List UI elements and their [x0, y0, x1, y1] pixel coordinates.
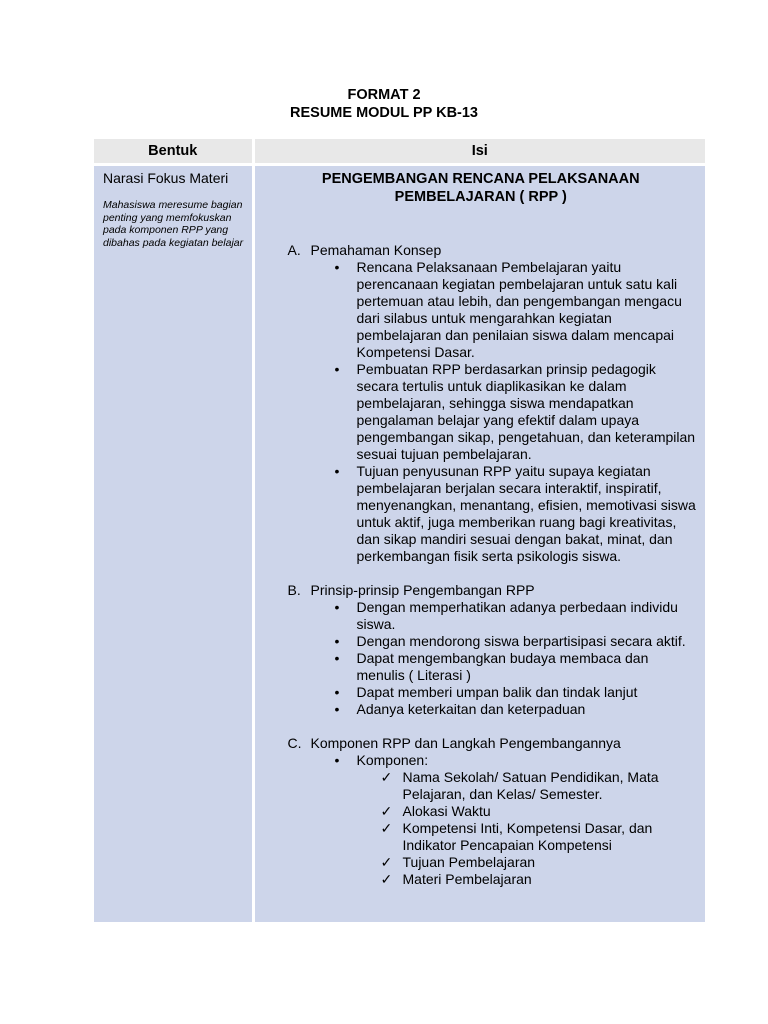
checklist-text: Nama Sekolah/ Satuan Pendidikan, Mata Pelajaran, dan Kelas/ Semester.: [402, 769, 659, 802]
list-item: • Dengan mendorong siswa berpartisipasi secara aktif.: [334, 633, 698, 650]
list-item: • Dapat mengembangkan budaya membaca dan menulis ( Literasi ): [334, 650, 698, 684]
checkmark-icon: ✓: [380, 854, 393, 870]
list-item: • Tujuan penyusunan RPP yaitu supaya kegiatan pembelajaran berjalan secara interaktif, inspiratif, menyenangkan, menantang, efisien, memotivasi siswa untuk aktif, juga memberikan ruang bagi kreativitas, dan sikap mandiri sesuai dengan bakat, minat, dan perkembangan fisik serta psikologis siswa.: [334, 463, 698, 565]
bentuk-instruction: Mahasiswa meresume bagian penting yang memfokuskan pada komponen RPP yang dibahas pada kegiatan belajar: [103, 199, 244, 249]
list-item: • Dengan memperhatikan adanya perbedaan individu siswa.: [334, 599, 698, 633]
checklist-text: Materi Pembelajaran: [402, 871, 532, 887]
checkmark-icon: ✓: [380, 769, 393, 785]
checklist-text: Kompetensi Inti, Kompetensi Dasar, dan Indikator Pencapaian Kompetensi: [402, 820, 653, 853]
table-header-row: [94, 139, 705, 165]
checklist-text: Alokasi Waktu: [402, 803, 491, 819]
checklist-item: [381, 854, 698, 871]
table-row: [94, 165, 705, 923]
isi-cell: [253, 165, 705, 923]
bentuk-cell: [94, 165, 253, 923]
section-letter: A.: [287, 242, 301, 258]
content-heading: PENGEMBANGAN RENCANA PELAKSANAAN PEMBELAJARAN ( RPP ): [321, 171, 640, 205]
resume-table: [94, 139, 705, 922]
section-b: [265, 582, 698, 718]
list-item: • Dapat memberi umpan balik dan tindak lanjut: [334, 684, 698, 701]
section-a: [265, 242, 698, 565]
bentuk-title: Narasi Fokus Materi: [103, 170, 229, 186]
list-item: • Pembuatan RPP berdasarkan prinsip pedagogik secara tertulis untuk diaplikasikan ke dalam pembelajaran, sehingga siswa mendapatkan pengalaman belajar yang efektif dalam upaya pengembangan sikap, pengetahuan, dan keterampilan sesuai tujuan pembelajaran.: [334, 361, 698, 463]
komponen-checklist: [357, 769, 698, 888]
checklist-item: [381, 820, 698, 854]
section-letter: C.: [287, 735, 302, 751]
checkmark-icon: ✓: [380, 820, 393, 836]
list-item: [334, 752, 698, 888]
format-label: FORMAT 2: [347, 87, 421, 103]
document-title: [0, 86, 768, 122]
section-title: Prinsip-prinsip Pengembangan RPP: [310, 582, 535, 598]
checklist-item: [381, 803, 698, 820]
section-title: Pemahaman Konsep: [310, 242, 442, 258]
section-letter: B.: [287, 582, 301, 598]
section-title: Komponen RPP dan Langkah Pengembangannya: [310, 735, 621, 751]
list-item: • Adanya keterkaitan dan keterpaduan: [334, 701, 698, 718]
checkmark-icon: ✓: [380, 871, 393, 887]
column-header-bentuk: Bentuk: [94, 139, 253, 165]
komponen-label: Komponen:: [356, 752, 429, 768]
list-item: • Rencana Pelaksanaan Pembelajaran yaitu perencanaan kegiatan pembelajaran untuk satu kali pertemuan atau lebih, dan pengembangan mengacu dari silabus untuk mengarahkan kegiatan pembelajaran dan penilaian siswa dalam mencapai Kompetensi Dasar.: [334, 259, 698, 361]
checklist-text: Tujuan Pembelajaran: [402, 854, 536, 870]
section-c: [265, 735, 698, 888]
resume-title: RESUME MODUL PP KB-13: [290, 105, 478, 121]
checklist-item: [381, 871, 698, 888]
checkmark-icon: ✓: [380, 803, 393, 819]
column-header-isi: Isi: [253, 139, 705, 165]
checklist-item: [381, 769, 698, 803]
